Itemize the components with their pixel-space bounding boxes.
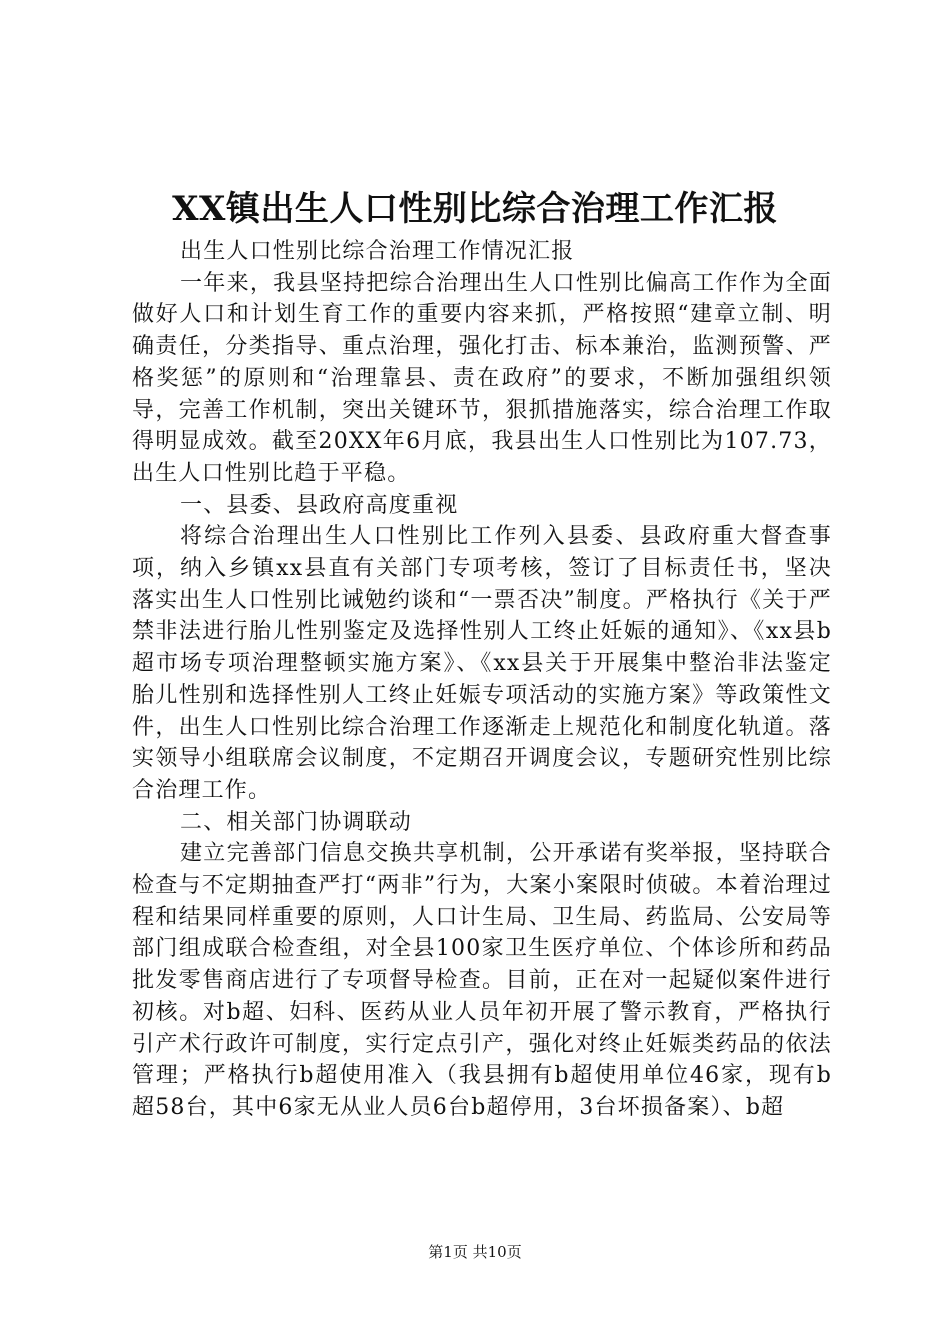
intro-paragraph: 一年来，我县坚持把综合治理出生人口性别比偏高工作作为全面做好人口和计划生育工作的重要内容来抓，严格按照“建章立制、明确责任，分类指导、重点治理，强化打击、标本兼治，监测预警、严格奖惩”的原则和“治理靠县、责在政府”的要求，不断加强组织领导，完善工作机制，突出关键环节，狠抓措施落实，综合治理工作取得明显成效。截至20XX年6月底，我县出生人口性别比为107.73，出生人口性别比趋于平稳。 xyxy=(132,270,832,486)
subtitle-paragraph: 出生人口性别比综合治理工作情况汇报 xyxy=(180,239,575,264)
section-heading-1: 一、县委、县政府高度重视 xyxy=(180,492,459,518)
section-paragraph-2: 建立完善部门信息交换共享机制，公开承诺有奖举报，坚持联合检查与不定期抽查严打“两非”行为，大案小案限时侦破。本着治理过程和结果同样重要的原则，人口计生局、卫生局、药监局、公安局等部门组成联合检查组，对全县100家卫生医疗单位、个体诊所和药品批发零售商店进行了专项督导检查。目前，正在对一起疑似案件进行初核。对b超、妇科、医药从业人员年初开展了警示教育，严格执行引产术行政许可制度，实行定点引产，强化对终止妊娠类药品的依法管理；严格执行b超使用准入（我县拥有b超使用单位46家，现有b超58台，其中6家无从业人员6台b超停用，3台坏损备案）、b超 xyxy=(132,841,832,1120)
section-heading-2: 二、相关部门协调联动 xyxy=(180,809,413,835)
section-paragraph-1: 将综合治理出生人口性别比工作列入县委、县政府重大督查事项，纳入乡镇xx县直有关部门专项考核，签订了目标责任书，坚决落实出生人口性别比诫勉约谈和“一票否决”制度。严格执行《关于严禁非法进行胎儿性别鉴定及选择性别人工终止妊娠的通知》、《xx县b超市场专项治理整顿实施方案》、《xx县关于开展集中整治非法鉴定胎儿性别和选择性别人工终止妊娠专项活动的实施方案》等政策性文件，出生人口性别比综合治理工作逐渐走上规范化和制度化轨道。落实领导小组联席会议制度，不定期召开调度会议，专题研究性别比综合治理工作。 xyxy=(132,524,832,803)
page-footer: 第1页 共10页 xyxy=(428,1243,522,1261)
document-title: XX镇出生人口性别比综合治理工作汇报 xyxy=(172,189,778,229)
document-body xyxy=(132,236,832,1124)
